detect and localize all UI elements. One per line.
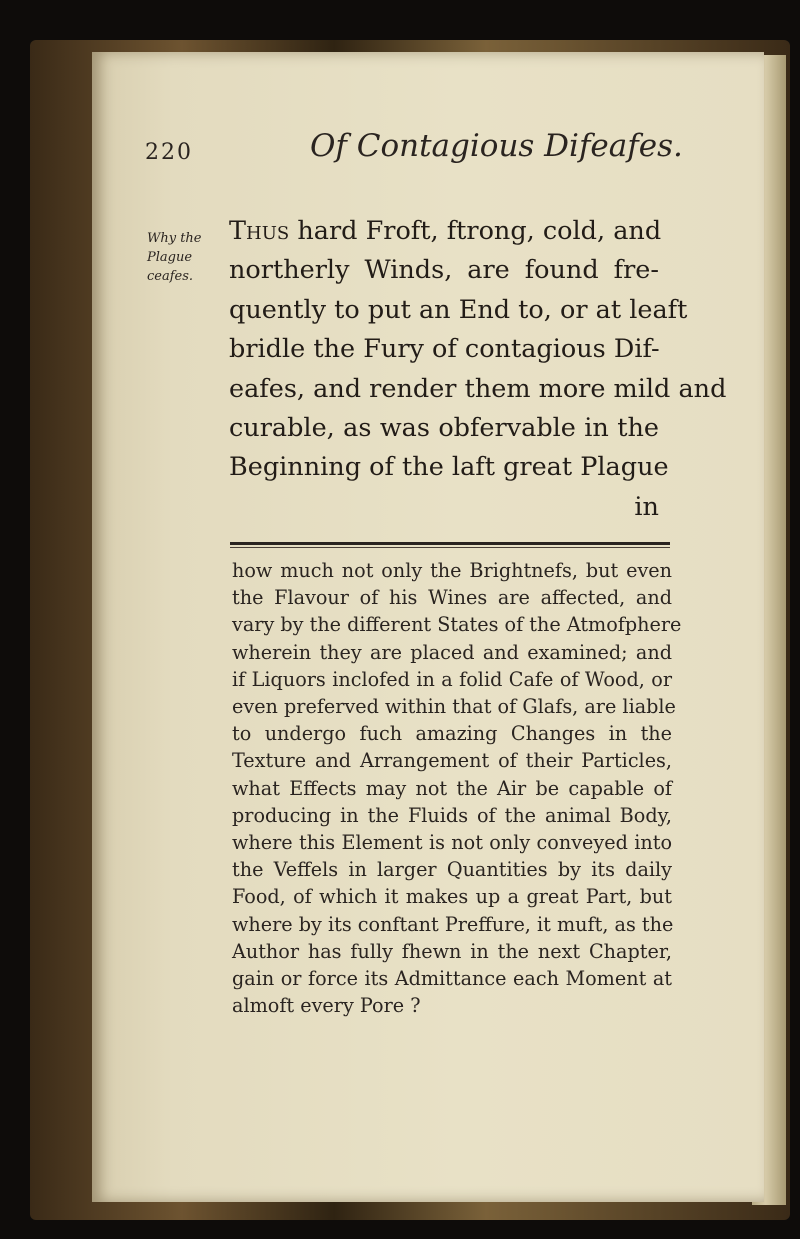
- footnote-rule: [230, 542, 670, 545]
- main-text-line: quently to put an End to, or at leaft: [229, 294, 688, 325]
- footnote-line: gain or force its Admittance each Moment at: [232, 967, 672, 991]
- footnote-text: [232, 557, 682, 1019]
- footnote-line: Texture and Arrangement of their Particles,: [232, 749, 672, 773]
- main-text-line: northerly Winds, are found fre-: [229, 255, 659, 286]
- footnote-line: wherein they are placed and examined; and: [232, 640, 672, 664]
- footnote-line: what Effects may not the Air be capable of: [232, 776, 672, 800]
- footnote-line: to undergo fuch amazing Changes in the: [232, 722, 672, 746]
- footnote-line: the Veffels in larger Quantities by its daily: [232, 858, 672, 882]
- footnote-line: producing in the Fluids of the animal Body,: [232, 803, 672, 827]
- margin-note-line: Why the: [147, 231, 202, 246]
- footnote-line: vary by the different States of the Atmofphere: [232, 613, 682, 637]
- margin-note: [147, 229, 217, 286]
- footnote-line: Author has fully fhewn in the next Chapter,: [232, 939, 672, 963]
- margin-note-line: ceafes.: [147, 269, 194, 284]
- main-text-line: eafes, and render them more mild and: [229, 373, 727, 404]
- main-text-line: [229, 212, 662, 251]
- footnote-line: where by its conftant Preffure, it muft, as the: [232, 912, 674, 936]
- main-text: [229, 212, 727, 527]
- footnote-line: the Flavour of his Wines are affected, and: [232, 586, 672, 610]
- footnote-line: how much not only the Brightnefs, but even: [232, 559, 672, 582]
- main-text-lead: Thus: [229, 216, 290, 246]
- footnote-line: even preferved within that of Glafs, are liable: [232, 695, 676, 719]
- footnote-line: where this Element is not only conveyed into: [232, 831, 672, 855]
- footnote-line: Food, of which it makes up a great Part, but: [232, 885, 672, 909]
- main-text-line: bridle the Fury of contagious Dif-: [229, 334, 660, 365]
- catchword: in: [634, 491, 659, 522]
- page-number: 220: [145, 140, 193, 165]
- footnote-line: almoft every Pore ?: [232, 994, 421, 1018]
- running-head: Of Contagious Difeafes.: [310, 128, 683, 164]
- main-text-line-rest: hard Froft, ftrong, cold, and: [289, 216, 662, 246]
- footnote-line: if Liquors inclofed in a folid Cafe of Wood, or: [232, 667, 672, 691]
- margin-note-line: Plague: [147, 250, 193, 265]
- main-text-line: Beginning of the laft great Plague: [229, 452, 669, 483]
- main-text-line: curable, as was obfervable in the: [229, 413, 659, 444]
